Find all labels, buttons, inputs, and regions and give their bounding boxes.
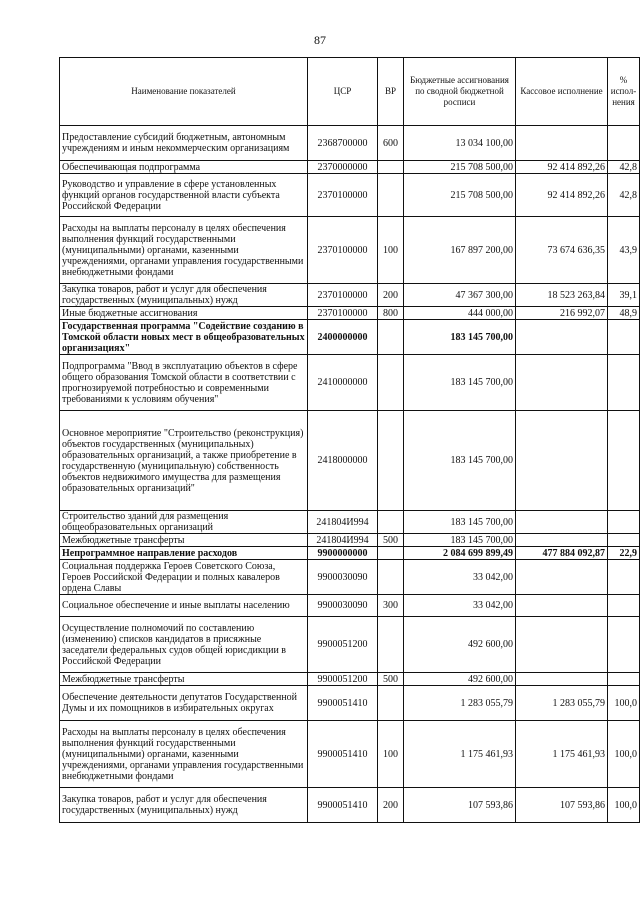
table-row xyxy=(60,307,640,320)
table-row xyxy=(60,534,640,547)
row-budget: 492 600,00 xyxy=(404,617,516,673)
row-cash xyxy=(516,411,608,511)
row-vr xyxy=(378,355,404,411)
row-cash xyxy=(516,320,608,355)
row-csr: 9900030090 xyxy=(308,595,378,617)
row-csr: 2370100000 xyxy=(308,307,378,320)
row-vr xyxy=(378,560,404,595)
row-budget: 215 708 500,00 xyxy=(404,174,516,217)
page-number: 87 xyxy=(314,33,326,47)
row-budget: 107 593,86 xyxy=(404,788,516,823)
row-percent xyxy=(608,595,640,617)
row-budget: 183 145 700,00 xyxy=(404,320,516,355)
row-name: Государственная программа "Содействие созданию в Томской области новых мест в общеобразовательных организациях" xyxy=(60,320,308,355)
row-cash xyxy=(516,673,608,686)
header-vr: ВР xyxy=(378,58,404,126)
row-csr: 9900051410 xyxy=(308,788,378,823)
row-csr: 241804И994 xyxy=(308,511,378,534)
row-vr: 200 xyxy=(378,284,404,307)
row-cash xyxy=(516,617,608,673)
row-percent: 100,0 xyxy=(608,788,640,823)
row-csr: 2368700000 xyxy=(308,126,378,161)
row-budget: 215 708 500,00 xyxy=(404,161,516,174)
header-budget: Бюджетные ассигнования по сводной бюджетной росписи xyxy=(404,58,516,126)
row-name: Основное мероприятие "Строительство (реконструкция) объектов государственных (муниципальных) образовательных организаций, а также приобретение в государственную (муниципальную) собственность объектов недвижимого имущества для размещения образовательных организаций" xyxy=(60,411,308,511)
row-budget: 13 034 100,00 xyxy=(404,126,516,161)
row-cash xyxy=(516,560,608,595)
row-vr: 500 xyxy=(378,673,404,686)
row-budget: 167 897 200,00 xyxy=(404,217,516,284)
row-csr: 9900000000 xyxy=(308,547,378,560)
row-name: Социальное обеспечение и иные выплаты населению xyxy=(60,595,308,617)
table-row xyxy=(60,161,640,174)
row-percent: 43,9 xyxy=(608,217,640,284)
row-budget: 1 175 461,93 xyxy=(404,721,516,788)
header-csr: ЦСР xyxy=(308,58,378,126)
row-cash: 73 674 636,35 xyxy=(516,217,608,284)
row-percent: 22,9 xyxy=(608,547,640,560)
row-name: Обеспечивающая подпрограмма xyxy=(60,161,308,174)
row-percent: 42,8 xyxy=(608,174,640,217)
row-csr: 2370000000 xyxy=(308,161,378,174)
row-name: Подпрограмма "Ввод в эксплуатацию объектов в сфере общего образования Томской области в соответствии с прогнозируемой потребностью и современными требованиями к условиям обучения" xyxy=(60,355,308,411)
table-row xyxy=(60,673,640,686)
row-csr: 2370100000 xyxy=(308,284,378,307)
row-name: Обеспечение деятельности депутатов Государственной Думы и их помощников в избирательных округах xyxy=(60,686,308,721)
row-name: Закупка товаров, работ и услуг для обеспечения государственных (муниципальных) нужд xyxy=(60,284,308,307)
row-percent xyxy=(608,534,640,547)
row-name: Строительство зданий для размещения общеобразовательных организаций xyxy=(60,511,308,534)
table-row xyxy=(60,411,640,511)
row-name: Осуществление полномочий по составлению (изменению) списков кандидатов в присяжные заседатели федеральных судов общей юрисдикции в Российской Федерации xyxy=(60,617,308,673)
row-vr xyxy=(378,174,404,217)
header-percent: % испол-нения xyxy=(608,58,640,126)
row-vr: 100 xyxy=(378,217,404,284)
row-vr xyxy=(378,547,404,560)
row-cash: 1 175 461,93 xyxy=(516,721,608,788)
row-name: Закупка товаров, работ и услуг для обеспечения государственных (муниципальных) нужд xyxy=(60,788,308,823)
row-csr: 2370100000 xyxy=(308,174,378,217)
row-vr: 300 xyxy=(378,595,404,617)
row-csr: 241804И994 xyxy=(308,534,378,547)
row-cash: 477 884 092,87 xyxy=(516,547,608,560)
header-cash: Кассовое исполнение xyxy=(516,58,608,126)
header-name: Наименование показателей xyxy=(60,58,308,126)
row-vr: 800 xyxy=(378,307,404,320)
row-cash: 92 414 892,26 xyxy=(516,174,608,217)
row-cash: 1 283 055,79 xyxy=(516,686,608,721)
row-cash xyxy=(516,534,608,547)
row-name: Непрограммное направление расходов xyxy=(60,547,308,560)
row-name: Расходы на выплаты персоналу в целях обеспечения выполнения функций государственными (муниципальными) органами, казенными учреждениями, органами управления государственными внебюджетными фондами xyxy=(60,721,308,788)
row-csr: 2418000000 xyxy=(308,411,378,511)
row-budget: 47 367 300,00 xyxy=(404,284,516,307)
table-row xyxy=(60,355,640,411)
row-percent xyxy=(608,126,640,161)
table-row xyxy=(60,788,640,823)
table-row xyxy=(60,686,640,721)
row-percent: 39,1 xyxy=(608,284,640,307)
row-csr: 9900051410 xyxy=(308,721,378,788)
row-budget: 492 600,00 xyxy=(404,673,516,686)
row-vr xyxy=(378,686,404,721)
table-row xyxy=(60,217,640,284)
row-name: Руководство и управление в сфере установленных функций органов государственной власти субъекта Российской Федерации xyxy=(60,174,308,217)
row-cash: 107 593,86 xyxy=(516,788,608,823)
row-name: Иные бюджетные ассигнования xyxy=(60,307,308,320)
row-vr xyxy=(378,411,404,511)
table-row xyxy=(60,721,640,788)
row-percent xyxy=(608,617,640,673)
row-budget: 33 042,00 xyxy=(404,595,516,617)
row-budget: 444 000,00 xyxy=(404,307,516,320)
row-percent: 42,8 xyxy=(608,161,640,174)
row-cash: 216 992,07 xyxy=(516,307,608,320)
row-cash xyxy=(516,126,608,161)
row-percent xyxy=(608,560,640,595)
row-cash: 18 523 263,84 xyxy=(516,284,608,307)
row-vr xyxy=(378,320,404,355)
row-vr: 500 xyxy=(378,534,404,547)
row-vr xyxy=(378,511,404,534)
row-budget: 183 145 700,00 xyxy=(404,511,516,534)
row-budget: 183 145 700,00 xyxy=(404,355,516,411)
row-percent xyxy=(608,511,640,534)
row-csr: 2370100000 xyxy=(308,217,378,284)
row-percent xyxy=(608,320,640,355)
row-percent xyxy=(608,355,640,411)
budget-execution-table xyxy=(59,57,640,823)
table-row xyxy=(60,547,640,560)
row-vr: 200 xyxy=(378,788,404,823)
table-row xyxy=(60,617,640,673)
row-percent: 48,9 xyxy=(608,307,640,320)
row-percent: 100,0 xyxy=(608,686,640,721)
table-row xyxy=(60,174,640,217)
table-row xyxy=(60,320,640,355)
row-percent: 100,0 xyxy=(608,721,640,788)
row-percent xyxy=(608,411,640,511)
table-row xyxy=(60,560,640,595)
row-cash xyxy=(516,355,608,411)
row-cash: 92 414 892,26 xyxy=(516,161,608,174)
table-header-row xyxy=(60,58,640,126)
table-row xyxy=(60,595,640,617)
row-budget: 2 084 699 899,49 xyxy=(404,547,516,560)
table-row xyxy=(60,511,640,534)
row-csr: 9900051200 xyxy=(308,617,378,673)
row-name: Расходы на выплаты персоналу в целях обеспечения выполнения функций государственными (муниципальными) органами, казенными учреждениями, органами управления государственными внебюджетными фондами xyxy=(60,217,308,284)
row-name: Социальная поддержка Героев Советского Союза, Героев Российской Федерации и полных кавалеров ордена Славы xyxy=(60,560,308,595)
row-csr: 9900051410 xyxy=(308,686,378,721)
table-row xyxy=(60,126,640,161)
row-cash xyxy=(516,595,608,617)
row-name: Межбюджетные трансферты xyxy=(60,534,308,547)
row-budget: 1 283 055,79 xyxy=(404,686,516,721)
row-percent xyxy=(608,673,640,686)
table-row xyxy=(60,284,640,307)
row-csr: 9900051200 xyxy=(308,673,378,686)
row-budget: 33 042,00 xyxy=(404,560,516,595)
row-csr: 2410000000 xyxy=(308,355,378,411)
row-csr: 9900030090 xyxy=(308,560,378,595)
row-budget: 183 145 700,00 xyxy=(404,411,516,511)
row-vr xyxy=(378,617,404,673)
row-vr xyxy=(378,161,404,174)
row-vr: 600 xyxy=(378,126,404,161)
row-cash xyxy=(516,511,608,534)
row-csr: 2400000000 xyxy=(308,320,378,355)
row-name: Межбюджетные трансферты xyxy=(60,673,308,686)
row-name: Предоставление субсидий бюджетным, автономным учреждениям и иным некоммерческим организациям xyxy=(60,126,308,161)
row-budget: 183 145 700,00 xyxy=(404,534,516,547)
row-vr: 100 xyxy=(378,721,404,788)
